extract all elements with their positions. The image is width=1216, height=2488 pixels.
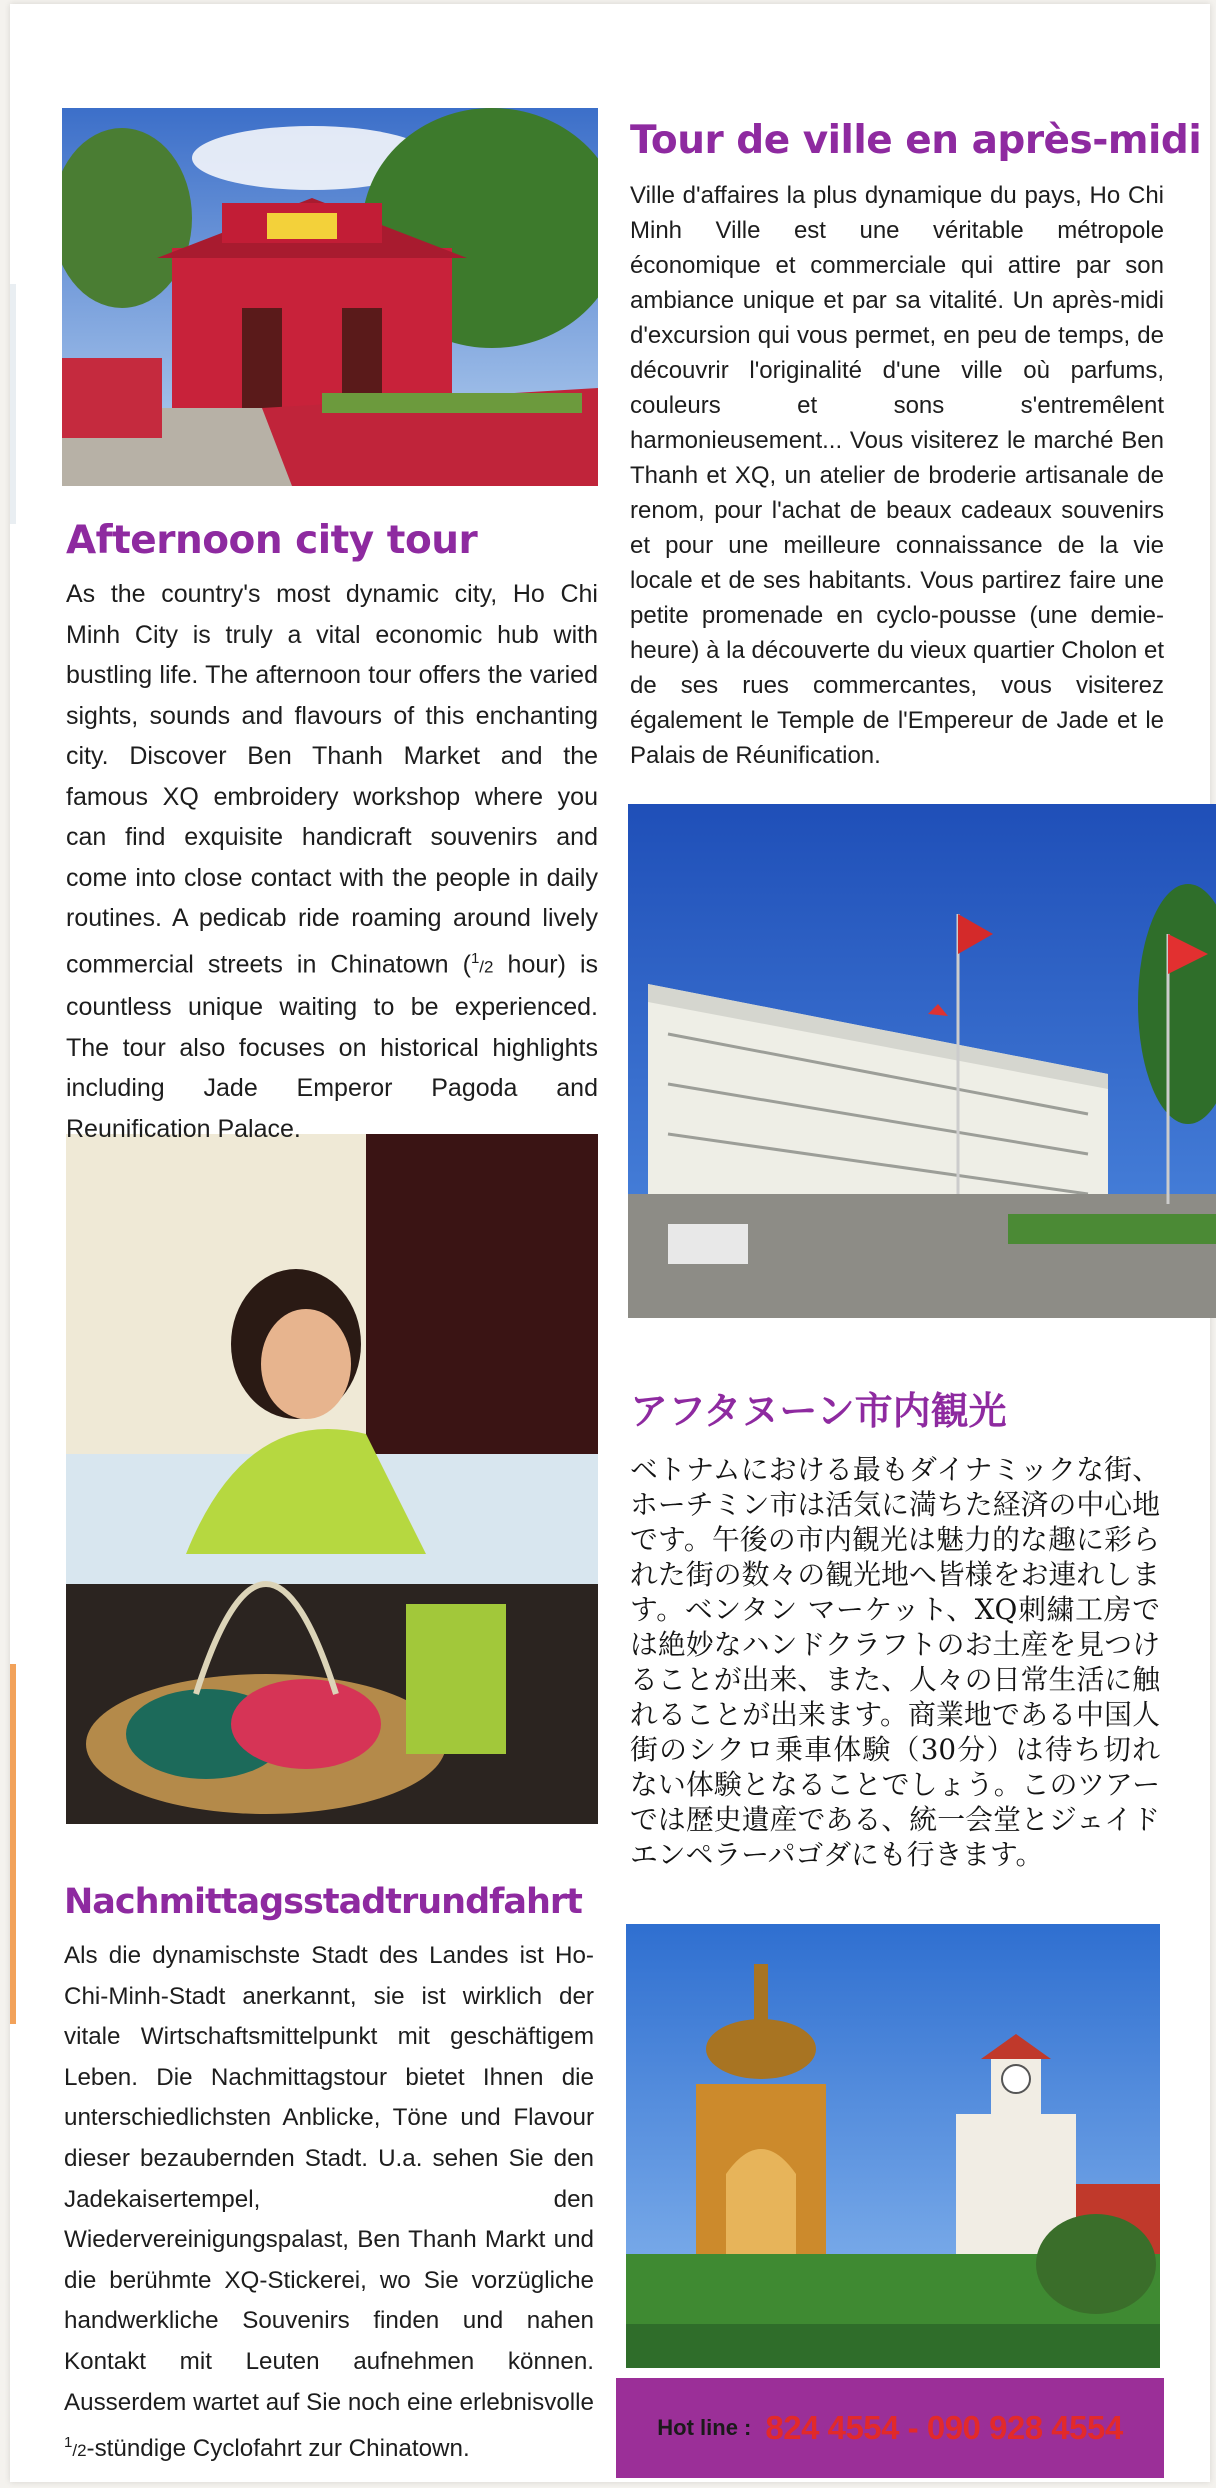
embroidery-photo (66, 1134, 598, 1824)
edge-color-strip (10, 284, 16, 524)
japanese-title: アフタヌーン市内観光 (630, 1389, 1007, 1433)
edge-color-strip (10, 1664, 16, 2024)
fraction-denominator: /2 (72, 2441, 87, 2461)
english-text-part: hour) is countless unique waiting to be experienced. The tour also focuses on historical highlights including Jade Emperor Pagoda and Reunification Palace. (66, 949, 599, 1143)
hotline-bar (616, 2378, 1164, 2478)
french-title: Tour de ville en après-midi (630, 118, 1202, 163)
japanese-text: ベトナムにおける最もダイナミックな街、ホーチミン市は活気に満ちた経済の中心地です。午後の市内観光は魅力的な趣に彩られた街の数々の観光地へ皆様をお連れします。ベンタン マーケット、XQ刺繍工房では絶妙なハンドクラフトのお土産を見つけることが出来、また、人々の日常生活に触れることが出来ます。商業地である中国人街のシクロ乗車体験（30分）は待ち切れない体験となることでしょう。このツアーでは歴史遺産である、統一会堂とジェイドエンペラーパゴダにも行きます。 (630, 1453, 1160, 1871)
german-text (64, 1936, 594, 2472)
fraction-numerator: 1 (64, 2434, 73, 2452)
fraction-numerator: 1 (470, 949, 480, 967)
english-text-part: As the country's most dynamic city, Ho Chi Minh City is truly a vital economic hub with bustling life. The afternoon tour offers the varied sights, sounds and flavours of this enchanting city. Discover Ben Thanh Market and the famous XQ embroidery workshop where you can find exquisite handicraft souvenirs and come into close contact with the people in daily routines. A pedicab ride roaming around lively commercial streets in Chinatown ( (66, 580, 598, 978)
palace-photo (628, 804, 1216, 1318)
english-text (66, 574, 598, 1149)
english-title: Afternoon city tour (66, 518, 478, 563)
french-text: Ville d'affaires la plus dynamique du pays, Ho Chi Minh Ville est une véritable métropole économique et commerciale qui attire par son ambiance unique et par sa vitalité. Un après-midi d'excursion qui vous permet, en peu de temps, de découvrir l'originalité d'une ville où parfums, couleurs et sons s'entremêlent harmonieusement... Vous visiterez le marché Ben Thanh et XQ, un atelier de broderie artisanale de renom, pour l'achat de beaux cadeaux souvenirs et pour une meilleure connaissance de la vie locale et de ses habitants. Vous partirez faire une petite promenade en cyclo-pousse (une demie-heure) à la découverte du vieux quartier Cholon et de ses rues commercantes, vous visiterez également le Temple de l'Empereur de Jade et le Palais de Réunification. (630, 182, 1164, 769)
statue-photo (626, 1924, 1160, 2368)
german-text-part: -stündige Cyclofahrt zur Chinatown. (86, 2435, 470, 2463)
pagoda-photo (62, 108, 598, 486)
hotline-number[interactable]: 824 4554 - 090 928 4554 (765, 2409, 1123, 2446)
german-title: Nachmittagsstadtrundfahrt (64, 1882, 582, 1922)
fraction-denominator: /2 (479, 956, 494, 976)
german-text-part: Als die dynamischste Stadt des Landes ist Ho-Chi-Minh-Stadt anerkannt, sie ist wirklich der vitale Wirtschaftsmittelpunkt mit geschäftigem Leben. Die Nachmittagstour bietet Ihnen die unterschiedlichsten Anblicke, Töne und Flavour dieser bezaubernden Stadt. U.a. sehen Sie den Jadekaisertempel, den Wiedervereinigungspalast, Ben Thanh Markt und die berühmte XQ-Stickerei, wo Sie vorzügliche handwerkliche Souvenirs finden und nahen Kontakt mit Leuten aufnehmen können. Ausserdem wartet auf Sie noch eine erlebnisvolle (64, 1942, 594, 2416)
hotline-label: Hot line : (657, 2415, 752, 2440)
